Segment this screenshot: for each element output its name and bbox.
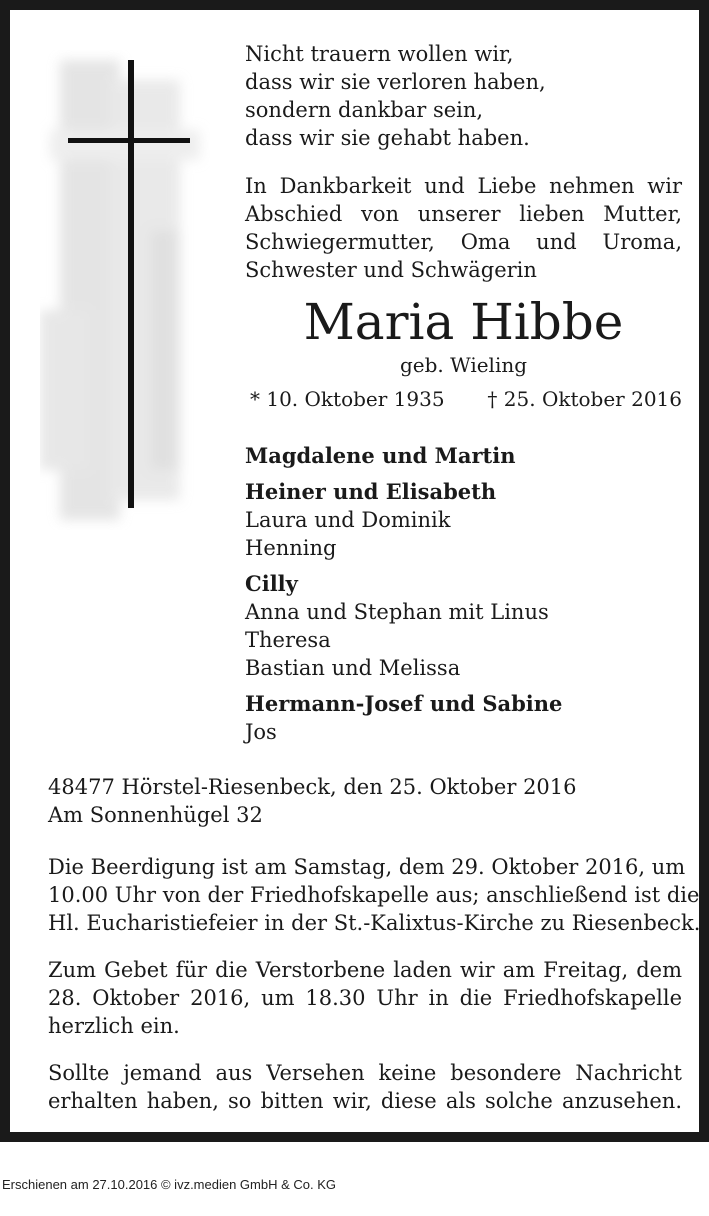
- publication-credit: Erschienen am 27.10.2016 © ivz.medien GmbH & Co. KG: [2, 1177, 337, 1192]
- intro-text: [245, 172, 682, 284]
- poem-line: dass wir sie verloren haben,: [245, 70, 546, 94]
- closing-notice: [48, 1059, 682, 1115]
- family-member: Anna und Stephan mit Linus: [245, 600, 549, 624]
- deceased-name: Maria Hibbe: [303, 293, 624, 351]
- poem-line: Nicht trauern wollen wir,: [245, 42, 514, 66]
- intro-line: Schwiegermutter, Oma und Uroma,: [245, 230, 682, 254]
- funeral-line: Hl. Eucharistiefeier in der St.-Kalixtus-Kirche zu Riesenbeck.: [48, 911, 701, 935]
- poem-line: dass wir sie gehabt haben.: [245, 126, 530, 150]
- closing-line: erhalten haben, so bitten wir, diese als solche anzusehen.: [48, 1089, 682, 1113]
- prayer-line: herzlich ein.: [48, 1014, 180, 1038]
- address-line: Am Sonnenhügel 32: [48, 803, 263, 827]
- family-member: Laura und Dominik: [245, 508, 451, 532]
- prayer-line: 28. Oktober 2016, um 18.30 Uhr in die Friedhofskapelle: [48, 986, 682, 1010]
- funeral-line: 10.00 Uhr von der Friedhofskapelle aus; anschließend ist die: [48, 883, 700, 907]
- family-head: Heiner und Elisabeth: [245, 479, 497, 504]
- address: [48, 773, 688, 829]
- address-line: 48477 Hörstel-Riesenbeck, den 25. Oktober 2016: [48, 775, 577, 799]
- family-member: Bastian und Melissa: [245, 656, 461, 680]
- birth-name: geb. Wieling: [399, 353, 528, 377]
- poem-line: sondern dankbar sein,: [245, 98, 484, 122]
- poem: [245, 40, 685, 152]
- prayer-notice: [48, 956, 682, 1040]
- family-head: Hermann-Josef und Sabine: [245, 691, 563, 716]
- closing-line: Sollte jemand aus Versehen keine besondere Nachricht: [48, 1061, 682, 1085]
- family-member: Jos: [245, 720, 277, 744]
- prayer-line: Zum Gebet für die Verstorbene laden wir am Freitag, dem: [48, 958, 682, 982]
- family-head: Magdalene und Martin: [245, 443, 516, 468]
- intro-line: Schwester und Schwägerin: [245, 258, 537, 282]
- cross-icon: [40, 50, 210, 530]
- intro-line: In Dankbarkeit und Liebe nehmen wir: [245, 174, 682, 198]
- funeral-notice: [48, 853, 701, 937]
- family-member: Henning: [245, 536, 337, 560]
- birth-date: * 10. Oktober 1935: [250, 387, 445, 411]
- family-group: [245, 570, 685, 682]
- family-group: [245, 442, 685, 470]
- family-group: [245, 690, 685, 746]
- family-list: [245, 442, 685, 754]
- family-head: Cilly: [245, 571, 298, 596]
- funeral-line: Die Beerdigung ist am Samstag, dem 29. Oktober 2016, um: [48, 855, 686, 879]
- family-member: Theresa: [245, 628, 331, 652]
- family-group: [245, 478, 685, 562]
- intro-line: Abschied von unserer lieben Mutter,: [245, 202, 682, 226]
- death-date: † 25. Oktober 2016: [487, 387, 682, 411]
- life-dates: [250, 385, 682, 413]
